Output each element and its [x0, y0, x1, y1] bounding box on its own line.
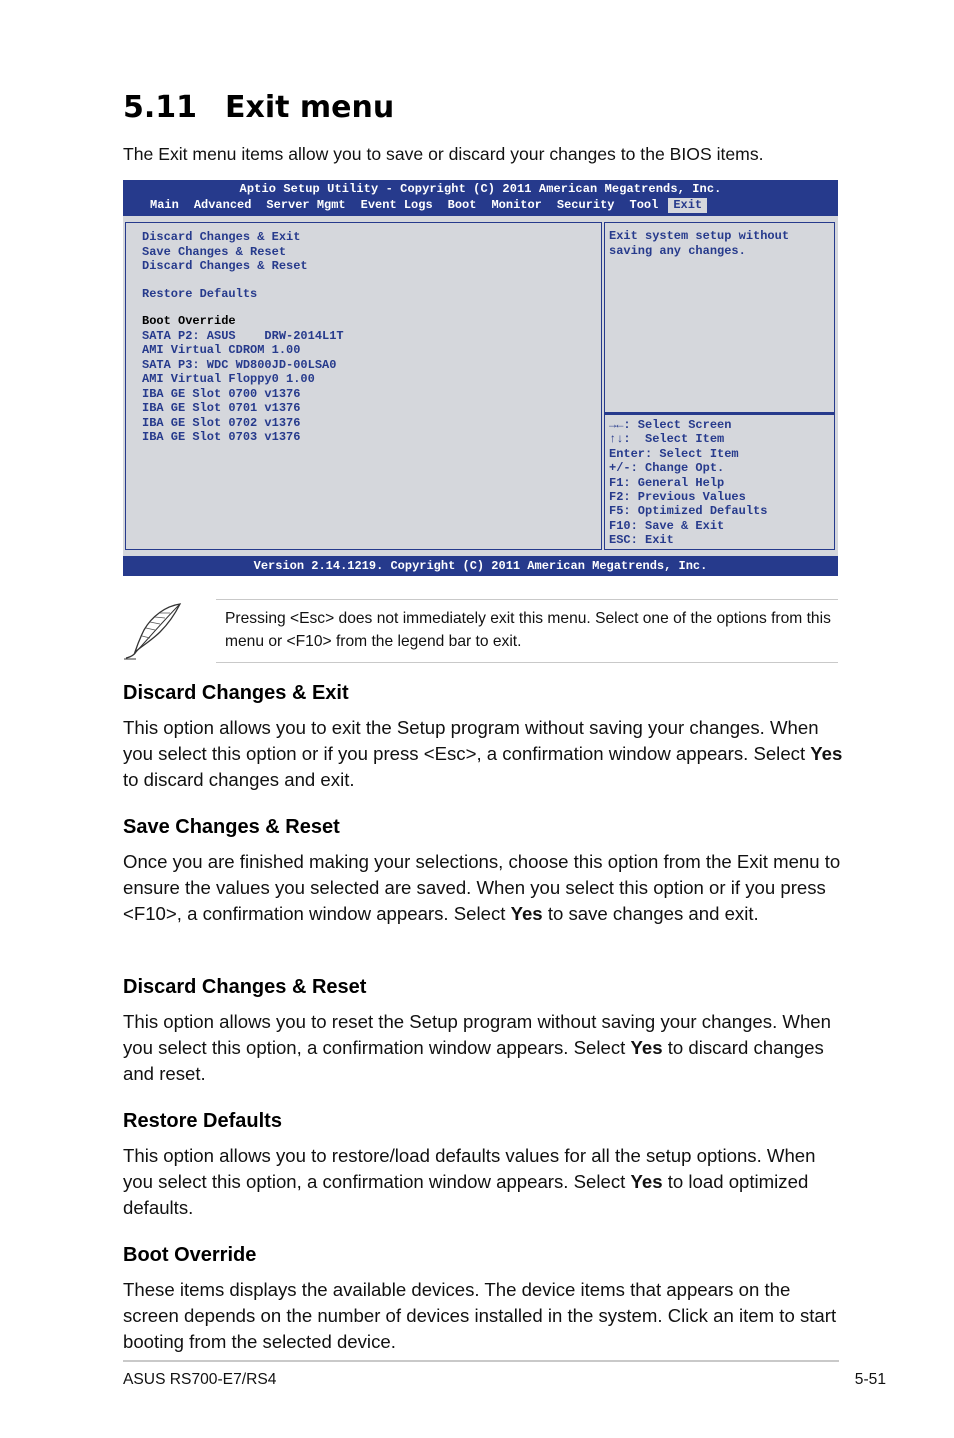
- paragraph-bold: Yes: [630, 1037, 663, 1058]
- bios-spacer: [142, 274, 344, 287]
- bios-tab-advanced[interactable]: Advanced: [193, 198, 252, 212]
- bios-boot-device[interactable]: AMI Virtual CDROM 1.00: [142, 343, 301, 357]
- paragraph-text: This option allows you to reset the Setup program without saving your changes. When you select this option, a confirmation window appears. Select: [123, 1011, 831, 1058]
- section-number: 5.11: [123, 90, 198, 125]
- bios-boot-device[interactable]: SATA P2: ASUS DRW-2014L1T: [142, 328, 344, 343]
- bios-legend-panel: [604, 413, 835, 550]
- paragraph-discard-changes-exit: [123, 715, 843, 793]
- bios-footer: Version 2.14.1219. Copyright (C) 2011 American Megatrends, Inc.: [123, 556, 838, 576]
- bios-boot-device[interactable]: IBA GE Slot 0703 v1376: [142, 430, 301, 444]
- heading-discard-changes-reset: Discard Changes & Reset: [123, 976, 367, 998]
- heading-boot-override: Boot Override: [123, 1244, 257, 1266]
- heading-save-changes-reset: Save Changes & Reset: [123, 816, 340, 838]
- bios-boot-device[interactable]: AMI Virtual Floppy0 1.00: [142, 372, 315, 386]
- bios-legend: [609, 418, 767, 548]
- bios-spacer: [142, 301, 344, 314]
- page-footer-model: ASUS RS700-E7/RS4: [123, 1371, 277, 1388]
- bios-title: Aptio Setup Utility - Copyright (C) 2011 American Megatrends, Inc.: [239, 182, 722, 196]
- bios-menu-panel: [125, 222, 602, 550]
- legend-enter: Enter: Select Item: [609, 446, 739, 461]
- bios-boot-device[interactable]: IBA GE Slot 0700 v1376: [142, 386, 301, 401]
- intro-paragraph: The Exit menu items allow you to save or discard your changes to the BIOS items.: [123, 144, 764, 164]
- bios-menu-list: [142, 230, 344, 445]
- paragraph-text: This option allows you to exit the Setup program without saving your changes. When you select this option or if you press <Esc>, a confirmation window appears. Select: [123, 717, 819, 764]
- bios-tab-tool[interactable]: Tool: [629, 198, 659, 212]
- bios-tab-event-logs[interactable]: Event Logs: [360, 198, 433, 212]
- legend-f1: F1: General Help: [609, 475, 725, 490]
- paragraph-text: to discard changes and reset.: [123, 1037, 824, 1084]
- note-text: Pressing <Esc> does not immediately exit this menu. Select one of the options from this menu or <F10> from the legend bar to exit.: [225, 610, 831, 650]
- bios-item-discard-changes-reset[interactable]: Discard Changes & Reset: [142, 259, 308, 273]
- paragraph-save-changes-reset: [123, 849, 843, 927]
- legend-f2: F2: Previous Values: [609, 490, 746, 505]
- bios-item-save-changes-reset[interactable]: Save Changes & Reset: [142, 244, 287, 259]
- paragraph-text: to save changes and exit.: [542, 903, 759, 924]
- paragraph-bold: Yes: [510, 903, 543, 924]
- legend-select-item: ↑↓: Select Item: [609, 432, 725, 447]
- paragraph-discard-changes-reset: [123, 1009, 843, 1087]
- bios-boot-device[interactable]: SATA P3: WDC WD800JD-00LSA0: [142, 357, 337, 372]
- bios-item-discard-changes-exit[interactable]: Discard Changes & Exit: [142, 230, 301, 244]
- paragraph-bold: Yes: [630, 1171, 663, 1192]
- paragraph-restore-defaults: [123, 1143, 843, 1221]
- bios-help-text: Exit system setup without saving any changes.: [609, 229, 797, 258]
- paragraph-text: Once you are finished making your selections, choose this option from the Exit menu to ensure the values you selected are saved. When you select this option or if you press <F10>, a confirmation window appears. Select: [123, 851, 841, 924]
- paragraph-boot-override: [123, 1277, 843, 1355]
- legend-select-screen: →←: Select Screen: [609, 418, 732, 432]
- legend-esc: ESC: Exit: [609, 533, 674, 548]
- legend-f5: F5: Optimized Defaults: [609, 504, 768, 519]
- note-divider-top: [216, 599, 838, 600]
- legend-f10: F10: Save & Exit: [609, 518, 725, 533]
- bios-tab-monitor[interactable]: Monitor: [491, 198, 542, 212]
- paragraph-text: to load optimized defaults.: [123, 1171, 809, 1218]
- bios-screen: [123, 180, 838, 576]
- bios-item-restore-defaults[interactable]: Restore Defaults: [142, 286, 258, 301]
- bios-tab-main[interactable]: Main: [150, 198, 179, 212]
- heading-discard-changes-exit: Discard Changes & Exit: [123, 682, 349, 704]
- paragraph-text: This option allows you to restore/load defaults values for all the setup options. When you select this option, a confirmation window appears. Select: [123, 1145, 816, 1192]
- page-number: 5-51: [854, 1371, 886, 1388]
- paragraph-text: to discard changes and exit.: [123, 769, 355, 790]
- bios-tab-server-mgmt[interactable]: Server Mgmt: [266, 198, 346, 212]
- bios-tab-bar: [145, 198, 707, 213]
- bios-boot-device[interactable]: IBA GE Slot 0701 v1376: [142, 401, 301, 415]
- legend-change-opt: +/-: Change Opt.: [609, 461, 725, 476]
- page-footer-divider: [123, 1360, 839, 1362]
- heading-restore-defaults: Restore Defaults: [123, 1110, 282, 1132]
- quill-note-icon: [122, 600, 186, 662]
- bios-tab-security[interactable]: Security: [556, 198, 615, 212]
- bios-help-panel: [604, 222, 835, 413]
- paragraph-bold: Yes: [810, 743, 843, 764]
- bios-boot-device[interactable]: IBA GE Slot 0702 v1376: [142, 415, 301, 430]
- section-heading: [123, 88, 394, 128]
- bios-header: [123, 180, 838, 216]
- paragraph-text: These items displays the available devices. The device items that appears on the screen depends on the number of devices installed in the system. Click an item to start booting from the selected device.: [123, 1279, 837, 1352]
- bios-boot-override-label: Boot Override: [142, 314, 236, 328]
- bios-tab-boot[interactable]: Boot: [447, 198, 477, 212]
- section-title: Exit menu: [225, 90, 395, 125]
- bios-tab-exit[interactable]: Exit: [668, 198, 707, 213]
- note-divider-bottom: [216, 662, 838, 663]
